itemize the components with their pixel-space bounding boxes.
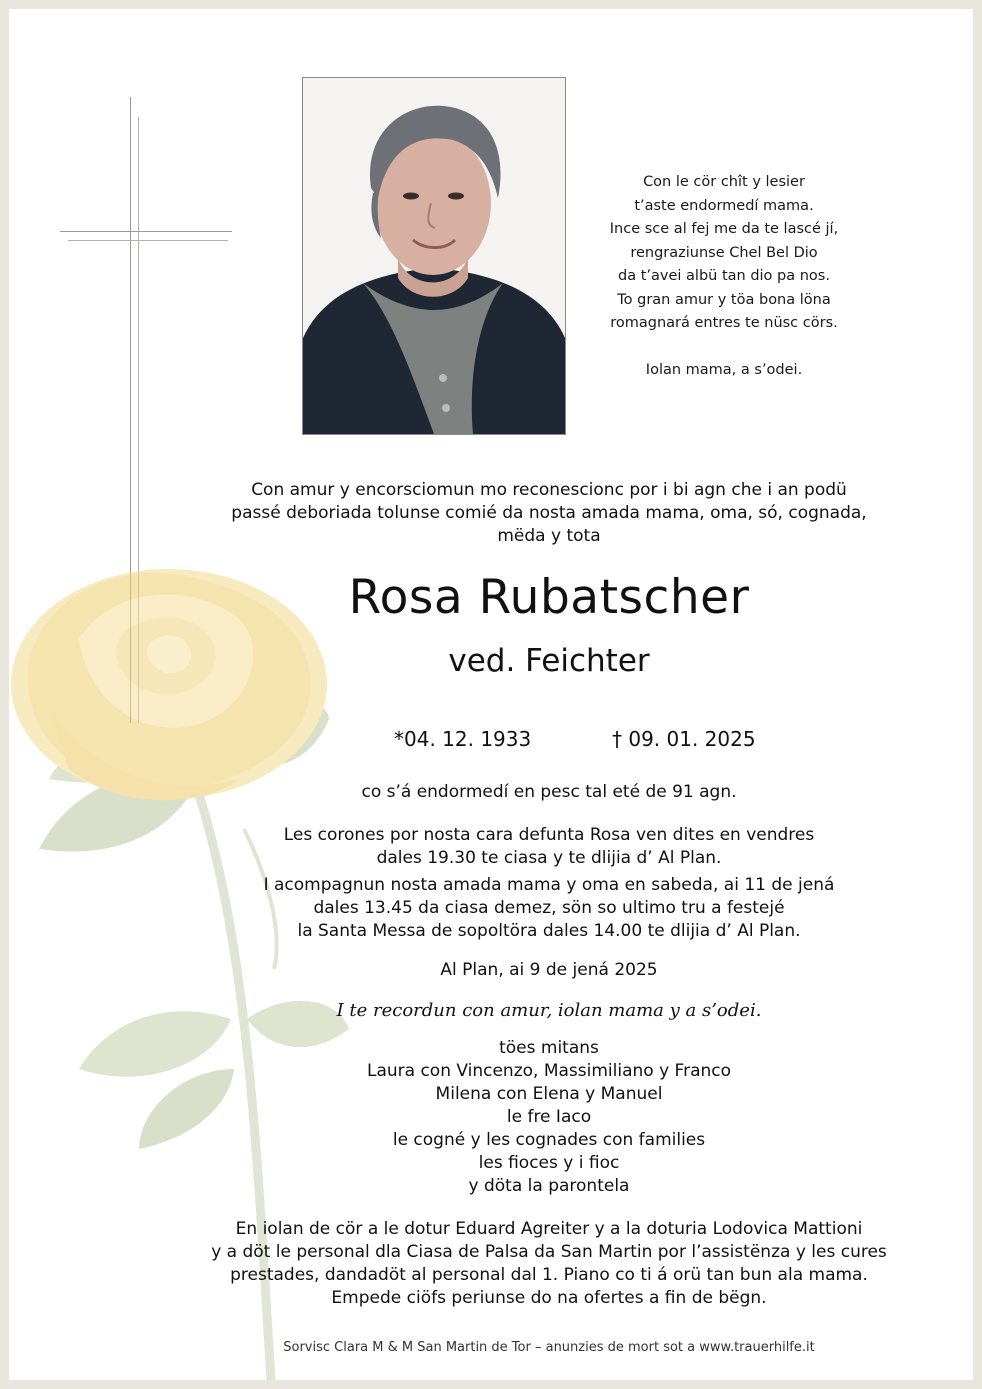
mourners-list xyxy=(189,1037,909,1198)
mourner-line: töes mitans xyxy=(499,1038,599,1058)
motto: I te recordun con amur, iolan mama y a s’odei. xyxy=(336,1000,762,1021)
intro-line: mëda y tota xyxy=(497,526,601,546)
footer-credit: Sorvisc Clara M & M San Martin de Tor – anunzies de mort sot a www.trauerhilfe.it xyxy=(283,1340,815,1355)
poem-line: To gran amur y töa bona löna xyxy=(617,291,831,308)
mourner-line: Laura con Vincenzo, Massimiliano y Franco xyxy=(366,1061,732,1081)
mourner-line: les fioces y i fioc xyxy=(478,1153,620,1173)
thanks-text xyxy=(189,1218,909,1310)
mourner-line: le cogné y les cognades con families xyxy=(392,1130,706,1150)
poem-line: Ince sce al fej me da te lascé jí, xyxy=(609,221,839,237)
mourner-line: Milena con Elena y Manuel xyxy=(435,1084,663,1104)
poem-line: romagnará entres te nüsc cörs. xyxy=(610,315,838,331)
thanks-line: y a döt le personal dla Ciasa de Palsa da San Martin por l’assistënza y les cures xyxy=(211,1242,887,1262)
thanks-line: En iolan de cör a le dotur Eduard Agreiter y a la doturia Lodovica Mattioni xyxy=(235,1219,863,1239)
funeral-line: dales 13.45 da ciasa demez, sön so ultimo tru a festejé xyxy=(313,898,785,918)
deceased-maiden-name: ved. Feichter xyxy=(448,643,650,679)
poem-spacer xyxy=(569,336,879,359)
portrait-photo xyxy=(302,77,566,435)
funeral-line: Les corones por nosta cara defunta Rosa ven dites en vendres xyxy=(283,825,815,845)
funeral-line: dales 19.30 te ciasa y te dlijia d’ Al Plan. xyxy=(376,848,722,868)
funeral-line: la Santa Messa de sopoltöra dales 14.00 te dlijia d’ Al Plan. xyxy=(297,921,801,941)
cross-icon-inner-bar xyxy=(68,240,228,241)
cross-icon-bar xyxy=(60,231,232,232)
death-date: † 09. 01. 2025 xyxy=(612,727,756,751)
thanks-line: Empede ciöfs periunse do na ofertes a fin de bëgn. xyxy=(331,1288,767,1308)
birth-date: *04. 12. 1933 xyxy=(394,727,532,751)
funeral-line: I acompagnun nosta amada mama y oma en sabeda, ai 11 de jená xyxy=(263,875,835,895)
age-statement: co s’á endormedí en pesc tal eté de 91 agn. xyxy=(361,782,737,802)
poem xyxy=(569,171,879,382)
thanks-line: prestades, dandadöt al personal dal 1. Piano co ti á orü tan bun ala mama. xyxy=(230,1265,868,1285)
poem-line: da t’avei albü tan dio pa nos. xyxy=(618,268,830,284)
intro-text xyxy=(189,479,909,548)
intro-line: passé deboriada tolunse comié da nosta amada mama, oma, só, cognada, xyxy=(231,503,867,523)
funeral-info xyxy=(189,824,909,943)
obituary-sheet xyxy=(9,9,973,1380)
poem-line: Con le cör chît y lesier xyxy=(643,174,805,190)
intro-line: Con amur y encorsciomun mo reconescionc por i bi agn che i an podü xyxy=(251,480,847,500)
deceased-name: Rosa Rubatscher xyxy=(348,570,750,625)
poem-line: t’aste endormedí mama. xyxy=(634,197,814,214)
mourner-line: le fre Iaco xyxy=(506,1107,592,1127)
poem-line: rengraziunse Chel Bel Dio xyxy=(630,244,818,261)
poem-line: Iolan mama, a s’odei. xyxy=(645,361,803,378)
mourner-line: y döta la parontela xyxy=(468,1176,630,1196)
place-date: Al Plan, ai 9 de jená 2025 xyxy=(440,960,658,980)
